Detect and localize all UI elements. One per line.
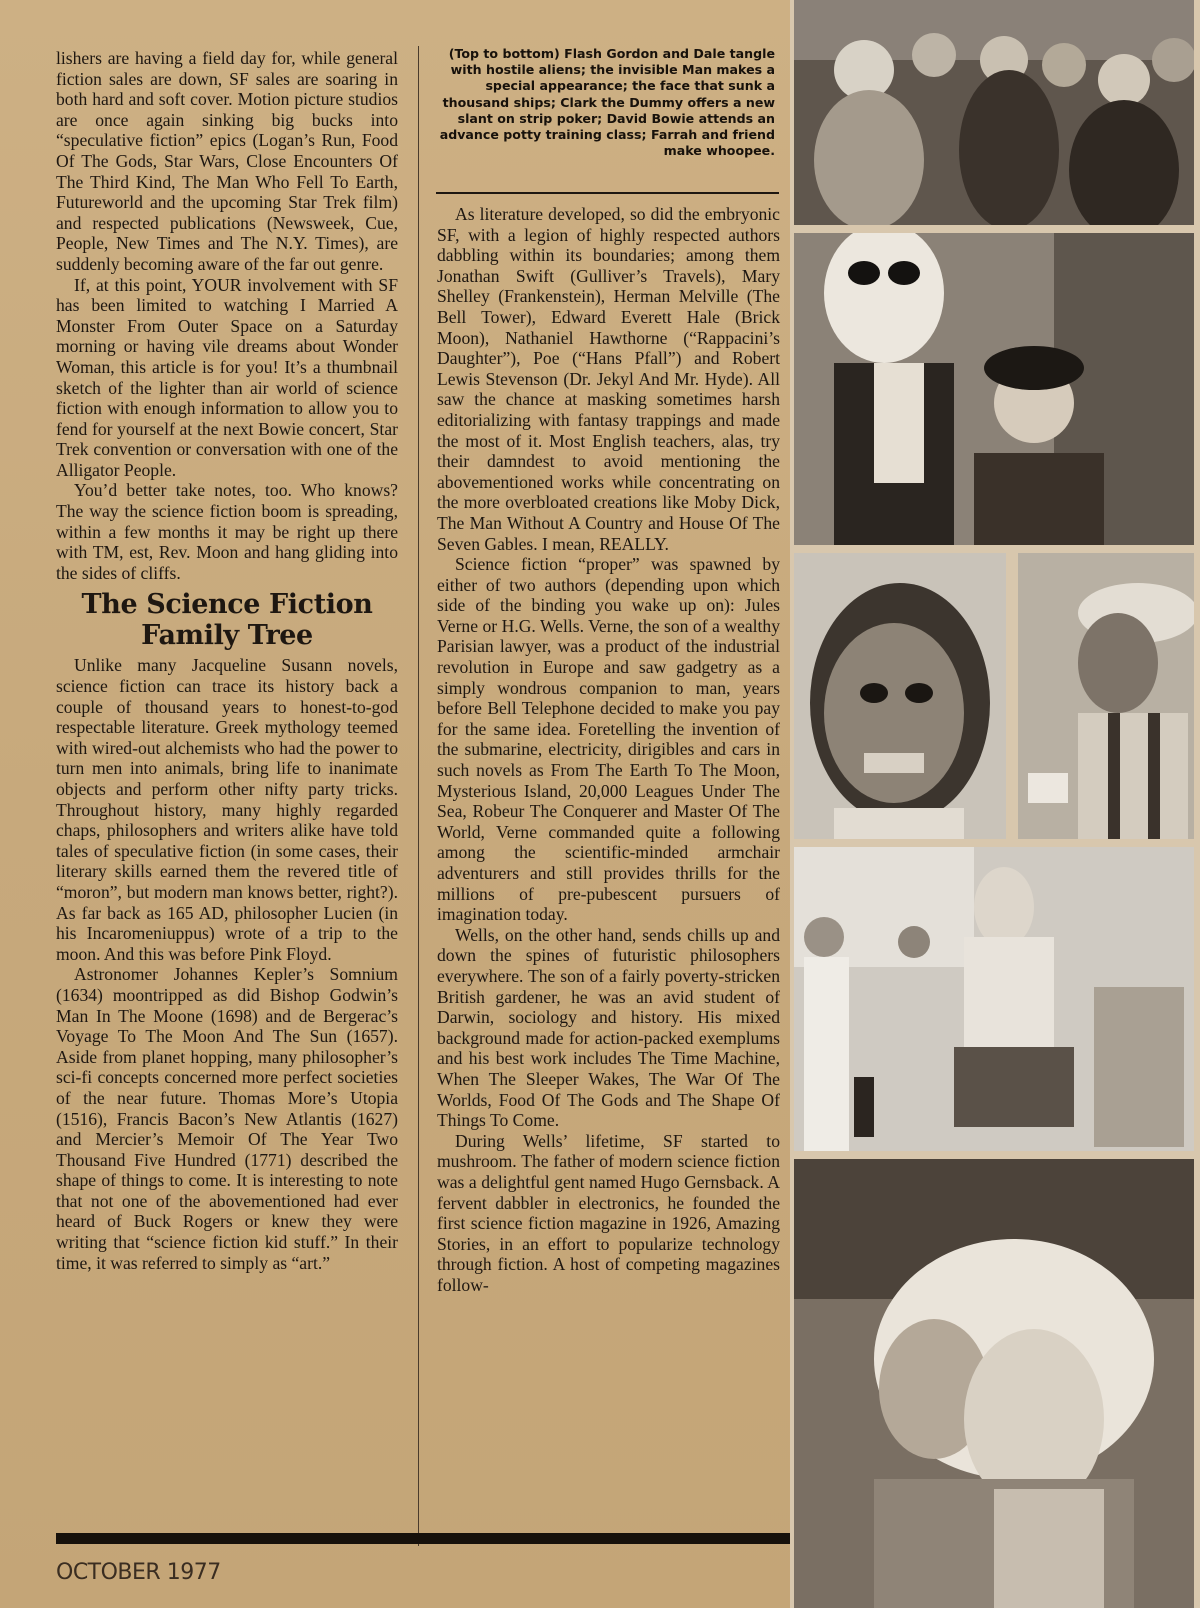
invisible-man-photo (794, 233, 1194, 545)
flash-gordon-photo (794, 0, 1194, 225)
photo-caption: (Top to bottom) Flash Gordon and Dale tangle with hostile aliens; the invisible Man makes a special appearance; the face that sunk a thousand ships; Clark the Dummy offers a new slant on strip poker; David Bowie attends an advance potty training class; Farrah and friend make whoopee. (439, 46, 775, 159)
paragraph: Science fiction “proper” was spawned by either of two authors (depending upon which side of the binding you wake up on): Jules Verne or H.G. Wells. Verne, the son of a wealthy Parisian lawyer, was a product of the industrial revolution in Europe and saw gadgetry as a simply wondrous companion to man, years before Bell Telephone decided to make you pay for the same idea. Foretelling the invention of the submarine, electricity, dirigibles and cars in such novels as From The Earth To The Moon, Mysterious Island, 20,000 Leagues Under The Sea, Robeur The Conquerer and Master Of The World, Verne commanded quite a following among the scientific-minded armchair adventurers and still provides thrills for the millions of pre-pubescent pursuers of imagination today. (437, 554, 780, 925)
paragraph: As literature developed, so did the embryonic SF, with a legion of highly respected authors dabbling within its boundaries; among them Jonathan Swift (Gulliver’s Travels), Mary Shelley (Frankenstein), Herman Melville (The Bell Tower), Edward Everett Hale (Brick Moon), Nathaniel Hawthorne (“Rappacini’s Daughter”), Poe (“Hans Pfall”) and Robert Lewis Stevenson (Dr. Jekyl And Mr. Hyde). All saw the chance at masking sometimes harsh editorializing with fantasy trappings and made the most of it. Most English teachers, alas, try their damndest to avoid mentioning the abovementioned works while concentrating on the more overbloated creations like Moby Dick, The Man Without A Country and House Of The Seven Gables. I mean, REALLY. (437, 204, 780, 554)
paragraph: You’d better take notes, too. Who knows? The way the science fiction boom is spreading, within a few months it may be right up there with TM, est, Rev. Moon and hang gliding into the sides of cliffs. (56, 480, 398, 583)
paragraph: If, at this point, YOUR involvement with SF has been limited to watching I Married A Monster From Outer Space on a Saturday morning or having vile dreams about Wonder Woman, this article is for you! It’s a thumbnail sketch of the lighter than air world of science fiction with enough information to allow you to fend for yourself at the next Bowie concert, Star Trek convention or conversation with one of the Alligator People. (56, 274, 398, 480)
paragraph: lishers are having a field day for, while general fiction sales are down, SF sales are soaring in both hard and soft cover. Motion picture studios are once again sinking big bucks into “speculative fiction” epics (Logan’s Run, Food Of The Gods, Star Wars, Close Encounters Of The Third Kind, The Man Who Fell To Earth, Futureworld and the upcoming Star Trek film) and respected publications (Newsweek, Cue, People, New Times and The N.Y. Times), are suddenly becoming aware of the far out genre. (56, 48, 398, 274)
paragraph: During Wells’ lifetime, SF started to mushroom. The father of modern science fiction was a delightful gent named Hugo Gernsback. A fervent dabbler in electronics, he founded the first science fiction magazine in 1926, Amazing Stories, in an effort to popularize technology through fiction. A host of competing magazines follow- (437, 1130, 780, 1295)
bowie-photo (794, 847, 1194, 1151)
issue-date: OCTOBER 1977 (56, 1560, 221, 1585)
footer-rule (56, 1533, 794, 1544)
section-heading: The Science Fiction Family Tree (81, 589, 373, 652)
paragraph: Wells, on the other hand, sends chills up and down the spines of futuristic philosophers everywhere. The son of a fairly poverty-stricken British gardener, he was an avid student of Darwin, sociology and history. His mixed background made for action-packed exemplums and his best work includes The Time Machine, When The Sleeper Wakes, The War Of The Worlds, Food Of The Gods and The Shape Of Things To Come. (437, 924, 780, 1131)
column-2 (437, 204, 780, 1295)
column-1 (56, 48, 398, 1273)
paragraph: Astronomer Johannes Kepler’s Somnium (1634) moontripped as did Bishop Godwin’s Man In The Moone (1698) and de Bergerac’s Voyage To The Moon And The Sun (1657). Aside from planet hopping, many philosopher’s sci-fi concepts concerned more perfect societies of the near future. Thomas More’s Utopia (1516), Francis Bacon’s New Atlantis (1627) and Mercier’s Memoir Of The Year Two Thousand Five Hundred (1771) described the shape of things to come. It is interesting to note that not one of the abovementioned had ever heard of Buck Rogers or knew they were writing that “science fiction kid stuff.” In their time, it was referred to simply as “art.” (56, 964, 398, 1273)
monster-face-photo (794, 553, 1006, 839)
column-divider (418, 46, 419, 1546)
paragraph: Unlike many Jacqueline Susann novels, science fiction can trace its history back a couple of thousand years to honest-to-god respectable literature. Greek mythology teemed with wired-out alchemists who had the power to turn men into animals, bring life to inanimate objects and perform other nifty party tricks. Throughout history, many highly regarded chaps, philosophers and writers alike have told tales of speculative fiction (in some cases, their literary skills earned them the revered title of “moron”, but modern man knows better, right?). As far back as 165 AD, philosopher Lucien (in his Incaromeniuppus) wrote of a trip to the moon. And this was before Pink Floyd. (56, 655, 398, 964)
dummy-poker-photo (1018, 553, 1194, 839)
caption-rule (436, 192, 779, 194)
farrah-photo (794, 1159, 1194, 1608)
